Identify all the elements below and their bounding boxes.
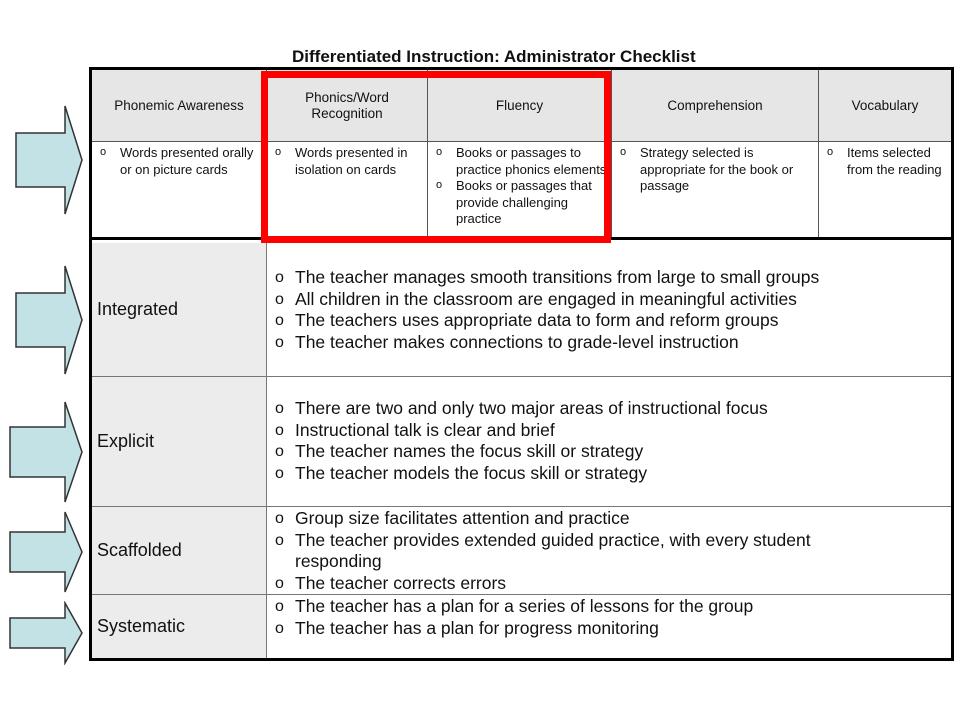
header-comprehension: Comprehension [612,70,819,142]
bullet-icon: o [275,619,284,637]
list-item: o Words presented in isolation on cards [275,145,408,177]
right-arrow-icon [8,510,84,594]
bullet-icon: o [100,146,107,158]
list-item: o Books or passages that provide challenging practice [436,178,592,226]
row-systematic [92,595,951,658]
list-item: o The teacher has a plan for a series of lessons for the group [275,596,754,616]
bullet-icon: o [275,333,284,351]
bullet-icon: o [275,510,284,527]
list-item: o Group size facilitates attention and practice [275,508,630,528]
list-item: o The teacher has a plan for progress monitoring [275,617,659,638]
vocabulary-cell [819,142,951,237]
highlight-box [261,71,611,243]
row-scaffolded [92,507,951,595]
list-item: o The teacher corrects errors [275,572,507,593]
bullet-icon: o [436,179,443,191]
header-phonics-word-recognition: Phonics/Word Recognition [267,70,428,142]
list-item: o Books or passages to practice phonics elements [436,145,607,177]
page-title: Differentiated Instruction: Administrator Checklist [292,47,696,66]
row-integrated [92,243,951,377]
header-phonemic-awareness: Phonemic Awareness [92,70,267,142]
list-item: o The teacher makes connections to grade-level instruction [275,331,739,352]
right-arrow-icon [14,104,84,216]
row-label-explicit: Explicit [92,377,267,506]
row-label-systematic: Systematic [92,595,267,658]
list-item: o The teacher names the focus skill or strategy [275,441,644,461]
bullet-icon: o [275,598,284,615]
right-arrow-icon [8,601,84,665]
right-arrow-icon [8,400,84,504]
bullet-icon: o [275,574,284,592]
header-vocabulary: Vocabulary [819,70,951,142]
bullet-icon: o [275,421,284,439]
list-item: o Strategy selected is appropriate for the book or passage [620,145,794,193]
list-item: o The teacher manages smooth transitions from large to small groups [275,267,820,287]
bullet-icon: o [827,146,834,158]
list-item: o The teacher models the focus skill or strategy [275,462,648,483]
bullet-icon: o [275,443,284,460]
bullet-icon: o [275,312,284,329]
bullet-icon: o [275,400,284,417]
phonemic-awareness-cell [92,142,267,237]
row-label-scaffolded: Scaffolded [92,507,267,594]
list-item: o Instructional talk is clear and brief [275,419,555,440]
bullet-icon: o [275,531,284,549]
list-item: o Items selected from the reading [827,145,942,177]
bullet-icon: o [275,464,284,482]
list-item: o There are two and only two major areas of instructional focus [275,398,768,418]
comprehension-cell [612,142,819,237]
bullet-icon: o [275,269,284,286]
bullet-icon: o [275,146,282,158]
bullet-icon: o [620,146,627,158]
row-explicit [92,377,951,507]
right-arrow-icon [14,264,84,376]
row-label-integrated: Integrated [92,243,267,376]
list-item: o Words presented orally or on picture cards [100,145,254,177]
list-item: o All children in the classroom are engaged in meaningful activities [275,288,797,309]
bullet-icon: o [275,290,284,308]
bullet-icon: o [436,146,443,158]
header-fluency: Fluency [428,70,612,142]
list-item: o The teacher provides extended guided practice, with every student responding [275,529,811,571]
list-item: o The teachers uses appropriate data to form and reform groups [275,310,779,330]
